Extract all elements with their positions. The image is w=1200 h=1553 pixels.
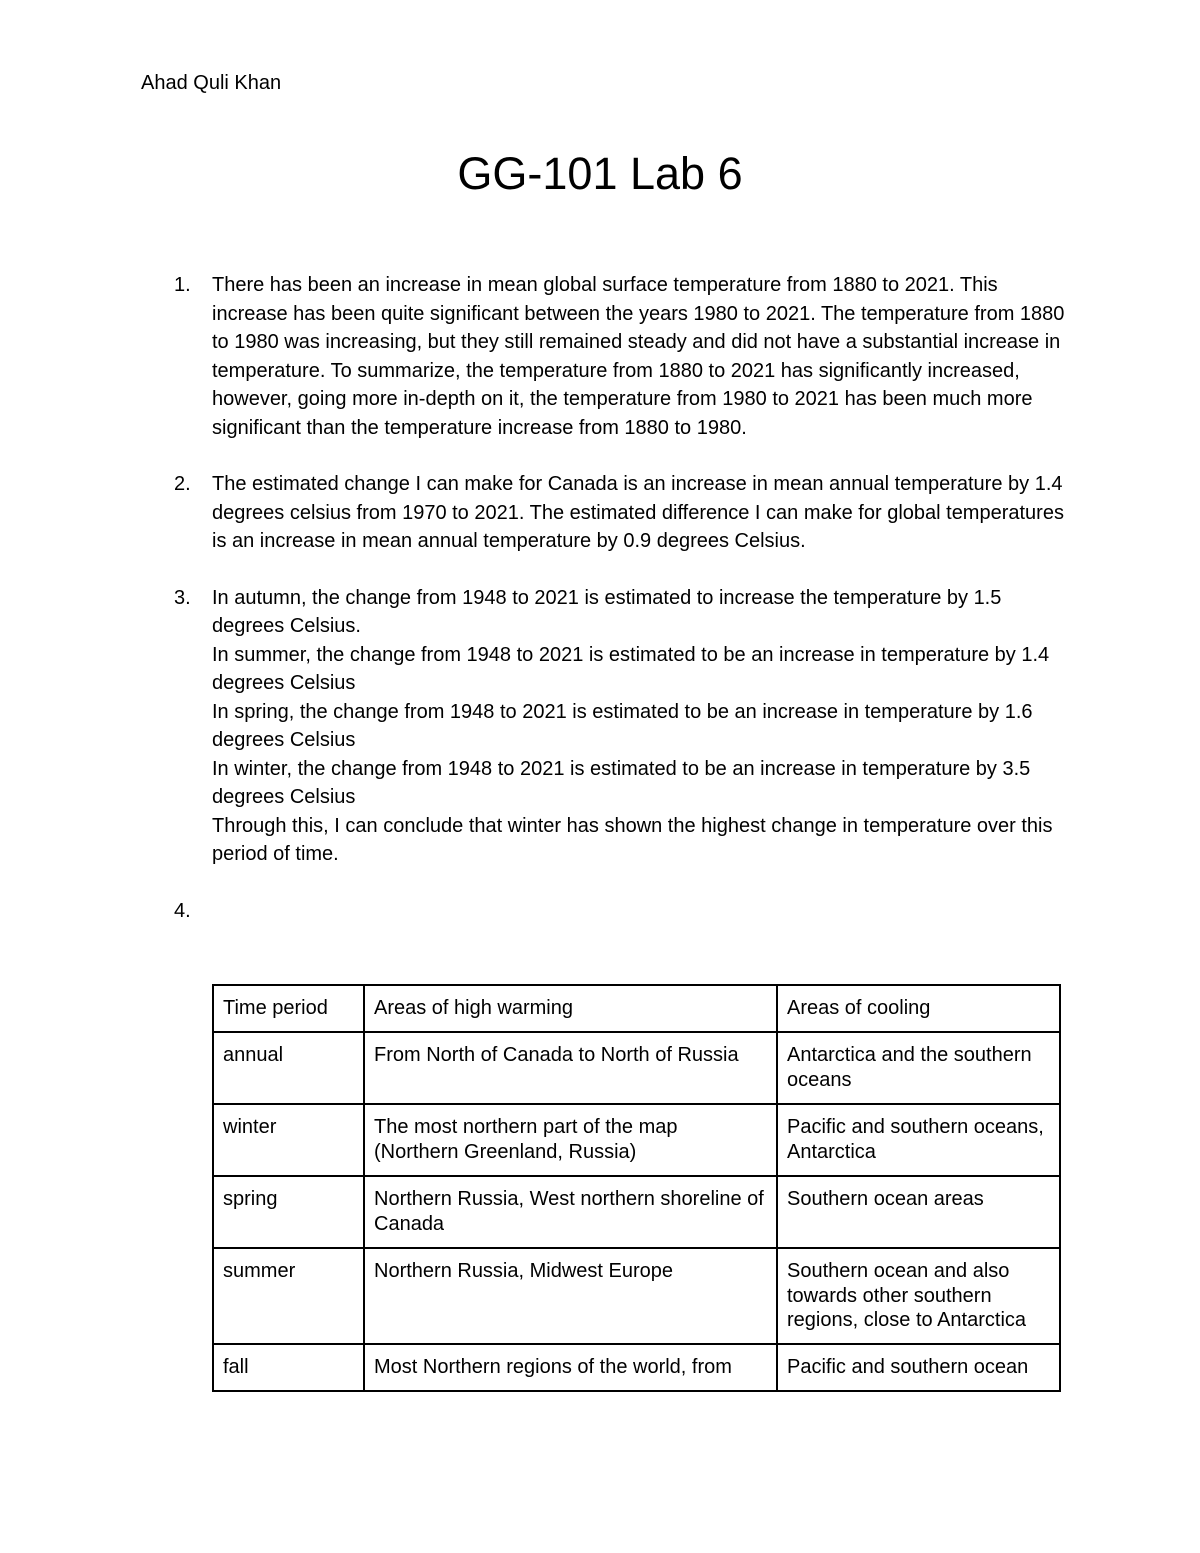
table-cell: Southern ocean areas bbox=[777, 1176, 1060, 1248]
item-number: 1. bbox=[174, 274, 191, 296]
table-cell: fall bbox=[213, 1344, 364, 1391]
answer-item bbox=[0, 897, 1200, 926]
table-cell: Northern Russia, Midwest Europe bbox=[364, 1248, 777, 1344]
table-row bbox=[213, 1104, 1060, 1176]
answer-paragraph: There has been an increase in mean global surface temperature from 1880 to 2021. This increase has been quite significant between the years 1980 to 2021. The temperature from 1880 to 1980 was increasing, but they still remained steady and did not have a substantial increase in temperature. To summarize, the temperature from 1880 to 2021 has significantly increased, however, going more in-depth on it, the temperature from 1980 to 2021 has been much more significant than the temperature increase from 1880 to 1980. bbox=[212, 274, 1065, 439]
item-number: 3. bbox=[174, 586, 191, 609]
table-cell: Pacific and southern oceans, Antarctica bbox=[777, 1104, 1060, 1176]
table-cell: spring bbox=[213, 1176, 364, 1248]
item-number: 2. bbox=[174, 473, 191, 495]
answer-text bbox=[212, 271, 1072, 442]
table-row bbox=[213, 1176, 1060, 1248]
answer-paragraph: In winter, the change from 1948 to 2021 is estimated to be an increase in temperature by 3.5 degrees Celsius bbox=[212, 757, 1031, 808]
answer-paragraph: In autumn, the change from 1948 to 2021 is estimated to increase the temperature by 1.5 degrees Celsius. bbox=[212, 586, 1002, 637]
table-row bbox=[213, 1248, 1060, 1344]
answer-paragraph: The estimated change I can make for Canada is an increase in mean annual temperature by 1.4 degrees celsius from 1970 to 2021. The estimated difference I can make for global temperatures is an increase in mean annual temperature by 0.9 degrees Celsius. bbox=[212, 473, 1064, 552]
author-name: Ahad Quli Khan bbox=[141, 72, 282, 94]
table-cell: Northern Russia, West northern shoreline of Canada bbox=[364, 1176, 777, 1248]
table-row bbox=[213, 1344, 1060, 1391]
table-cell: Pacific and southern ocean bbox=[777, 1344, 1060, 1391]
answer-text bbox=[212, 897, 1072, 926]
answer-item bbox=[0, 271, 1200, 442]
table-cell: Southern ocean and also towards other southern regions, close to Antarctica bbox=[777, 1248, 1060, 1344]
table-cell: winter bbox=[213, 1104, 364, 1176]
answer-paragraph: In spring, the change from 1948 to 2021 is estimated to be an increase in temperature by 1.6 degrees Celsius bbox=[212, 700, 1033, 751]
table-header-cell: Areas of cooling bbox=[777, 985, 1060, 1032]
table-header-cell: Areas of high warming bbox=[364, 985, 777, 1032]
table-header-cell: Time period bbox=[213, 985, 364, 1032]
answer-text bbox=[212, 584, 1072, 869]
answer-paragraph: Through this, I can conclude that winter has shown the highest change in temperature over this period of time. bbox=[212, 814, 1053, 865]
warming-table bbox=[212, 984, 1061, 1392]
table-cell: Antarctica and the southern oceans bbox=[777, 1032, 1060, 1104]
table-header-row bbox=[213, 985, 1060, 1032]
answer-item bbox=[0, 584, 1200, 869]
answer-paragraph: In summer, the change from 1948 to 2021 is estimated to be an increase in temperature by 1.4 degrees Celsius bbox=[212, 643, 1050, 694]
item-number: 4. bbox=[174, 899, 191, 922]
answer-item bbox=[0, 470, 1200, 556]
document-title: GG-101 Lab 6 bbox=[457, 148, 743, 199]
table-cell: From North of Canada to North of Russia bbox=[364, 1032, 777, 1104]
table-cell: annual bbox=[213, 1032, 364, 1104]
table-cell: The most northern part of the map (Northern Greenland, Russia) bbox=[364, 1104, 777, 1176]
table-cell: Most Northern regions of the world, from bbox=[364, 1344, 777, 1391]
table-cell: summer bbox=[213, 1248, 364, 1344]
answer-text bbox=[212, 470, 1072, 556]
answer-list bbox=[0, 271, 1200, 953]
table-row bbox=[213, 1032, 1060, 1104]
